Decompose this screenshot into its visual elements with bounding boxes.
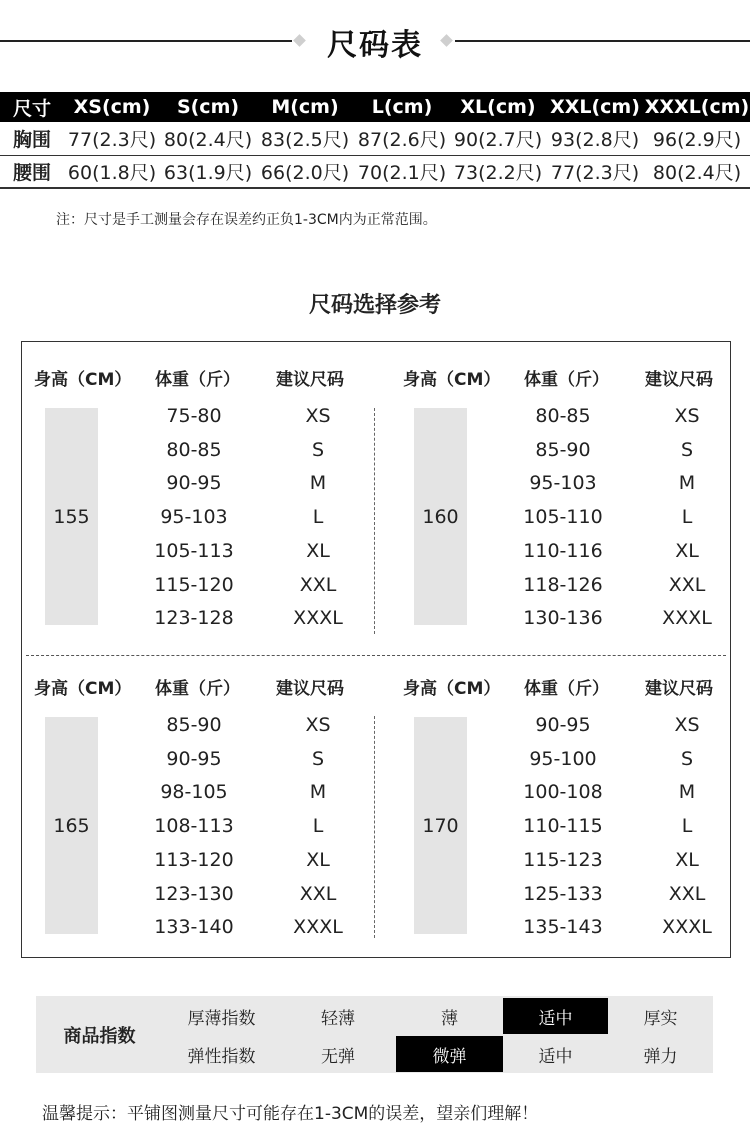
suggested-size: XXXL bbox=[293, 916, 343, 939]
header-cell: XL(cm) bbox=[450, 92, 546, 122]
suggested-size: XS bbox=[674, 405, 700, 427]
weight-range: 110-116 bbox=[523, 539, 603, 562]
product-index-title: 商品指数 bbox=[63, 1025, 136, 1047]
table-row bbox=[0, 155, 750, 188]
table-row bbox=[0, 122, 750, 155]
suggested-size: S bbox=[311, 438, 325, 461]
suggested-size: M bbox=[309, 781, 327, 804]
suggested-size: XS bbox=[674, 714, 700, 736]
height-cell: 155 bbox=[45, 408, 98, 625]
suggested-size: S bbox=[680, 747, 694, 770]
diamond-icon bbox=[440, 34, 453, 47]
weight-range: 75-80 bbox=[166, 405, 222, 427]
weight-range: 125-133 bbox=[523, 882, 603, 905]
weight-range: 110-115 bbox=[523, 815, 603, 838]
header-cell: XS(cm) bbox=[64, 92, 160, 122]
header-cell: S(cm) bbox=[160, 92, 256, 122]
weight-range: 118-126 bbox=[523, 573, 603, 596]
header-cell: 尺寸 bbox=[0, 92, 64, 122]
suggested-size: XXL bbox=[668, 882, 706, 905]
weight-range: 85-90 bbox=[166, 714, 222, 736]
suggested-size: XS bbox=[305, 714, 331, 736]
diamond-icon bbox=[293, 34, 306, 47]
suggested-size: L bbox=[681, 506, 693, 529]
weight-range: 133-140 bbox=[154, 916, 234, 939]
suggested-size: S bbox=[680, 438, 694, 461]
suggested-size: M bbox=[678, 472, 696, 495]
weight-range: 108-113 bbox=[154, 815, 234, 838]
title-row bbox=[0, 18, 750, 62]
guide-title: 尺码选择参考 bbox=[308, 293, 441, 318]
suggested-size: S bbox=[311, 747, 325, 770]
table-cell: 96(2.9尺) bbox=[644, 122, 750, 155]
header-cell: M(cm) bbox=[256, 92, 354, 122]
weight-header: 体重（斤） bbox=[155, 370, 240, 390]
suggested-size: XXXL bbox=[662, 916, 712, 939]
size-table-header bbox=[0, 92, 750, 122]
weight-range: 135-143 bbox=[523, 916, 603, 939]
height-header: 身高（CM） bbox=[34, 679, 132, 699]
height-header: 身高（CM） bbox=[403, 679, 501, 699]
suggested-size: XXXL bbox=[293, 607, 343, 630]
suggested-size: XXL bbox=[299, 573, 337, 596]
suggested-size: M bbox=[678, 781, 696, 804]
header-cell: L(cm) bbox=[354, 92, 450, 122]
size-header: 建议尺码 bbox=[276, 370, 344, 390]
weight-range: 100-108 bbox=[523, 781, 603, 804]
suggested-size: XXL bbox=[668, 573, 706, 596]
height-cell: 170 bbox=[414, 717, 467, 934]
title-divider-right bbox=[455, 40, 750, 42]
weight-range: 130-136 bbox=[523, 607, 603, 630]
vertical-divider bbox=[374, 716, 375, 938]
weight-range: 80-85 bbox=[535, 405, 591, 427]
suggested-size: XXXL bbox=[662, 607, 712, 630]
index-option-selected: 微弹 bbox=[396, 1036, 503, 1072]
measurement-note: 注：尺寸是手工测量会存在误差约正负1-3CM内为正常范围。 bbox=[56, 212, 437, 228]
weight-range: 115-120 bbox=[154, 573, 234, 596]
index-label: 弹性指数 bbox=[187, 1046, 256, 1067]
weight-range: 80-85 bbox=[166, 438, 222, 461]
suggested-size: M bbox=[309, 472, 327, 495]
size-header: 建议尺码 bbox=[276, 679, 344, 699]
title-divider-left bbox=[0, 40, 292, 42]
weight-range: 105-113 bbox=[154, 539, 234, 562]
suggested-size: L bbox=[312, 815, 324, 838]
height-header: 身高（CM） bbox=[403, 370, 501, 390]
table-cell: 60(1.8尺) bbox=[64, 155, 160, 188]
page-title: 尺码表 bbox=[327, 28, 423, 63]
table-cell: 66(2.0尺) bbox=[256, 155, 354, 188]
row-label: 胸围 bbox=[0, 122, 64, 155]
suggested-size: XXL bbox=[299, 882, 337, 905]
product-index bbox=[36, 996, 713, 1073]
size-table bbox=[0, 92, 750, 189]
table-cell: 93(2.8尺) bbox=[546, 122, 644, 155]
weight-range: 95-103 bbox=[160, 506, 228, 529]
row-label: 腰围 bbox=[0, 155, 64, 188]
index-option: 无弹 bbox=[321, 1046, 355, 1067]
warm-tip: 温馨提示：平铺图测量尺寸可能存在1-3CM的误差，望亲们理解！ bbox=[42, 1104, 539, 1124]
table-cell: 80(2.4尺) bbox=[644, 155, 750, 188]
weight-range: 123-130 bbox=[154, 882, 234, 905]
header-cell: XXXL(cm) bbox=[644, 92, 750, 122]
index-option: 适中 bbox=[538, 1046, 573, 1067]
weight-range: 95-100 bbox=[529, 747, 597, 770]
header-cell: XXL(cm) bbox=[546, 92, 644, 122]
weight-range: 95-103 bbox=[529, 472, 597, 495]
weight-header: 体重（斤） bbox=[524, 370, 609, 390]
table-cell: 70(2.1尺) bbox=[354, 155, 450, 188]
horizontal-divider bbox=[26, 655, 726, 656]
weight-header: 体重（斤） bbox=[524, 679, 609, 699]
weight-range: 113-120 bbox=[154, 848, 234, 871]
weight-range: 90-95 bbox=[166, 747, 222, 770]
table-cell: 87(2.6尺) bbox=[354, 122, 450, 155]
suggested-size: XL bbox=[306, 848, 330, 871]
suggested-size: XL bbox=[675, 539, 699, 562]
index-option: 厚实 bbox=[643, 1008, 678, 1029]
index-label: 厚薄指数 bbox=[187, 1008, 256, 1029]
suggested-size: L bbox=[681, 815, 693, 838]
suggested-size: XL bbox=[306, 539, 330, 562]
height-cell: 160 bbox=[414, 408, 467, 625]
height-header: 身高（CM） bbox=[34, 370, 132, 390]
table-cell: 73(2.2尺) bbox=[450, 155, 546, 188]
suggested-size: L bbox=[312, 506, 324, 529]
table-cell: 77(2.3尺) bbox=[546, 155, 644, 188]
suggested-size: XS bbox=[305, 405, 331, 427]
weight-range: 123-128 bbox=[154, 607, 234, 630]
table-cell: 80(2.4尺) bbox=[160, 122, 256, 155]
index-option: 轻薄 bbox=[321, 1008, 355, 1029]
index-option-selected: 适中 bbox=[503, 998, 608, 1034]
weight-header: 体重（斤） bbox=[155, 679, 240, 699]
table-cell: 90(2.7尺) bbox=[450, 122, 546, 155]
size-header: 建议尺码 bbox=[645, 370, 713, 390]
table-cell: 83(2.5尺) bbox=[256, 122, 354, 155]
weight-range: 85-90 bbox=[535, 438, 591, 461]
suggested-size: XL bbox=[675, 848, 699, 871]
height-cell: 165 bbox=[45, 717, 98, 934]
weight-range: 98-105 bbox=[160, 781, 228, 804]
size-header: 建议尺码 bbox=[645, 679, 713, 699]
vertical-divider bbox=[374, 408, 375, 634]
index-option: 薄 bbox=[441, 1008, 458, 1029]
size-guide-box bbox=[21, 341, 731, 958]
weight-range: 115-123 bbox=[523, 848, 603, 871]
table-cell: 63(1.9尺) bbox=[160, 155, 256, 188]
weight-range: 90-95 bbox=[535, 714, 591, 736]
weight-range: 105-110 bbox=[523, 506, 603, 529]
table-cell: 77(2.3尺) bbox=[64, 122, 160, 155]
index-option: 弹力 bbox=[643, 1046, 678, 1067]
weight-range: 90-95 bbox=[166, 472, 222, 495]
